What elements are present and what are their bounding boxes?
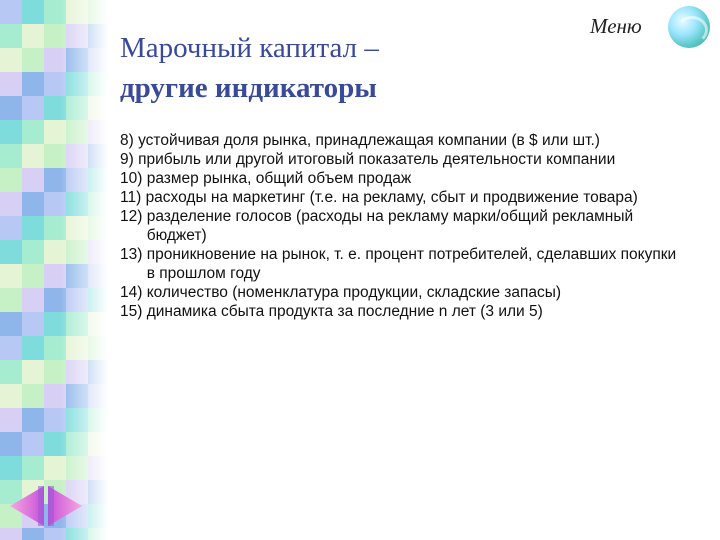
mosaic-tile [0, 96, 22, 120]
indicator-text: размер рынка, общий объем продаж [146, 170, 412, 187]
mosaic-tile [22, 384, 44, 408]
title-line-2: другие индикаторы [120, 72, 377, 104]
mosaic-tile [0, 456, 22, 480]
mosaic-tile [22, 240, 44, 264]
mosaic-tile [0, 264, 22, 288]
indicator-number: 14) [120, 284, 147, 301]
mosaic-tile [0, 0, 22, 24]
mosaic-tile [0, 528, 22, 540]
mosaic-tile [22, 336, 44, 360]
mosaic-tile [0, 336, 22, 360]
page-title [120, 28, 480, 108]
mosaic-tile [22, 144, 44, 168]
indicator-number: 12) [120, 208, 147, 225]
mosaic-tile [22, 360, 44, 384]
indicator-number: 11) [120, 189, 146, 206]
mosaic-tile [0, 240, 22, 264]
mosaic-tile [22, 192, 44, 216]
mosaic-tile [0, 24, 22, 48]
indicator-text: устойчивая доля рынка, принадлежащая компании (в $ или шт.) [138, 132, 600, 149]
mosaic-tile [22, 24, 44, 48]
mosaic-tile [0, 384, 22, 408]
mosaic-tile [0, 408, 22, 432]
mosaic-tile [22, 48, 44, 72]
indicator-number: 13) [120, 246, 147, 263]
indicator-item [120, 302, 680, 321]
arrow-right-icon[interactable] [46, 484, 84, 528]
indicator-item [120, 169, 680, 188]
indicator-text: количество (номенклатура продукции, складские запасы) [146, 284, 562, 301]
globe-icon[interactable] [668, 6, 710, 48]
indicator-number: 10) [120, 170, 147, 187]
mosaic-tile [0, 48, 22, 72]
indicator-text: прибыль или другой итоговый показатель деятельности компании [138, 151, 616, 168]
mosaic-tile [0, 216, 22, 240]
mosaic-tile [22, 120, 44, 144]
mosaic-tile [0, 288, 22, 312]
indicator-text: динамика сбыта продукта за последние n лет (3 или 5) [146, 303, 543, 320]
mosaic-tile [22, 312, 44, 336]
indicator-item [120, 188, 680, 207]
mosaic-tile [22, 264, 44, 288]
indicator-text: расходы на маркетинг (т.е. на рекламу, сбыт и продвижение товара) [145, 189, 638, 206]
indicator-number: 9) [120, 151, 139, 168]
mosaic-tile [22, 0, 44, 24]
mosaic-tile [0, 120, 22, 144]
title-line-1: Марочный капитал – [120, 32, 379, 64]
mosaic-tile [22, 432, 44, 456]
mosaic-tile [22, 288, 44, 312]
mosaic-tile [22, 408, 44, 432]
mosaic-tile [0, 360, 22, 384]
arrow-left-icon[interactable] [8, 484, 46, 528]
indicator-item [120, 245, 680, 283]
indicator-item [120, 131, 680, 150]
indicator-number: 8) [120, 132, 139, 149]
indicator-item [120, 283, 680, 302]
mosaic-tile [0, 168, 22, 192]
globe-swirl [676, 16, 708, 44]
slide-navigation [8, 484, 88, 528]
menu-link[interactable]: Меню [590, 14, 642, 38]
mosaic-tile [0, 144, 22, 168]
mosaic-tile [22, 96, 44, 120]
decorative-mosaic-strip [0, 0, 108, 540]
mosaic-tile [0, 192, 22, 216]
mosaic-tile [22, 528, 44, 540]
mosaic-tile [22, 168, 44, 192]
mosaic-tile [22, 456, 44, 480]
mosaic-tile [0, 432, 22, 456]
mosaic-fade [60, 0, 108, 540]
indicator-item [120, 150, 680, 169]
mosaic-tile [0, 72, 22, 96]
mosaic-tile [0, 312, 22, 336]
mosaic-tile [22, 72, 44, 96]
indicator-item [120, 207, 680, 245]
indicator-text: проникновение на рынок, т. е. процент потребителей, сделавших покупки в прошлом году [146, 246, 677, 282]
indicator-text: разделение голосов (расходы на рекламу марки/общий рекламный бюджет) [146, 208, 634, 244]
mosaic-tile [22, 216, 44, 240]
indicator-number: 15) [120, 303, 147, 320]
indicator-list [120, 131, 680, 321]
